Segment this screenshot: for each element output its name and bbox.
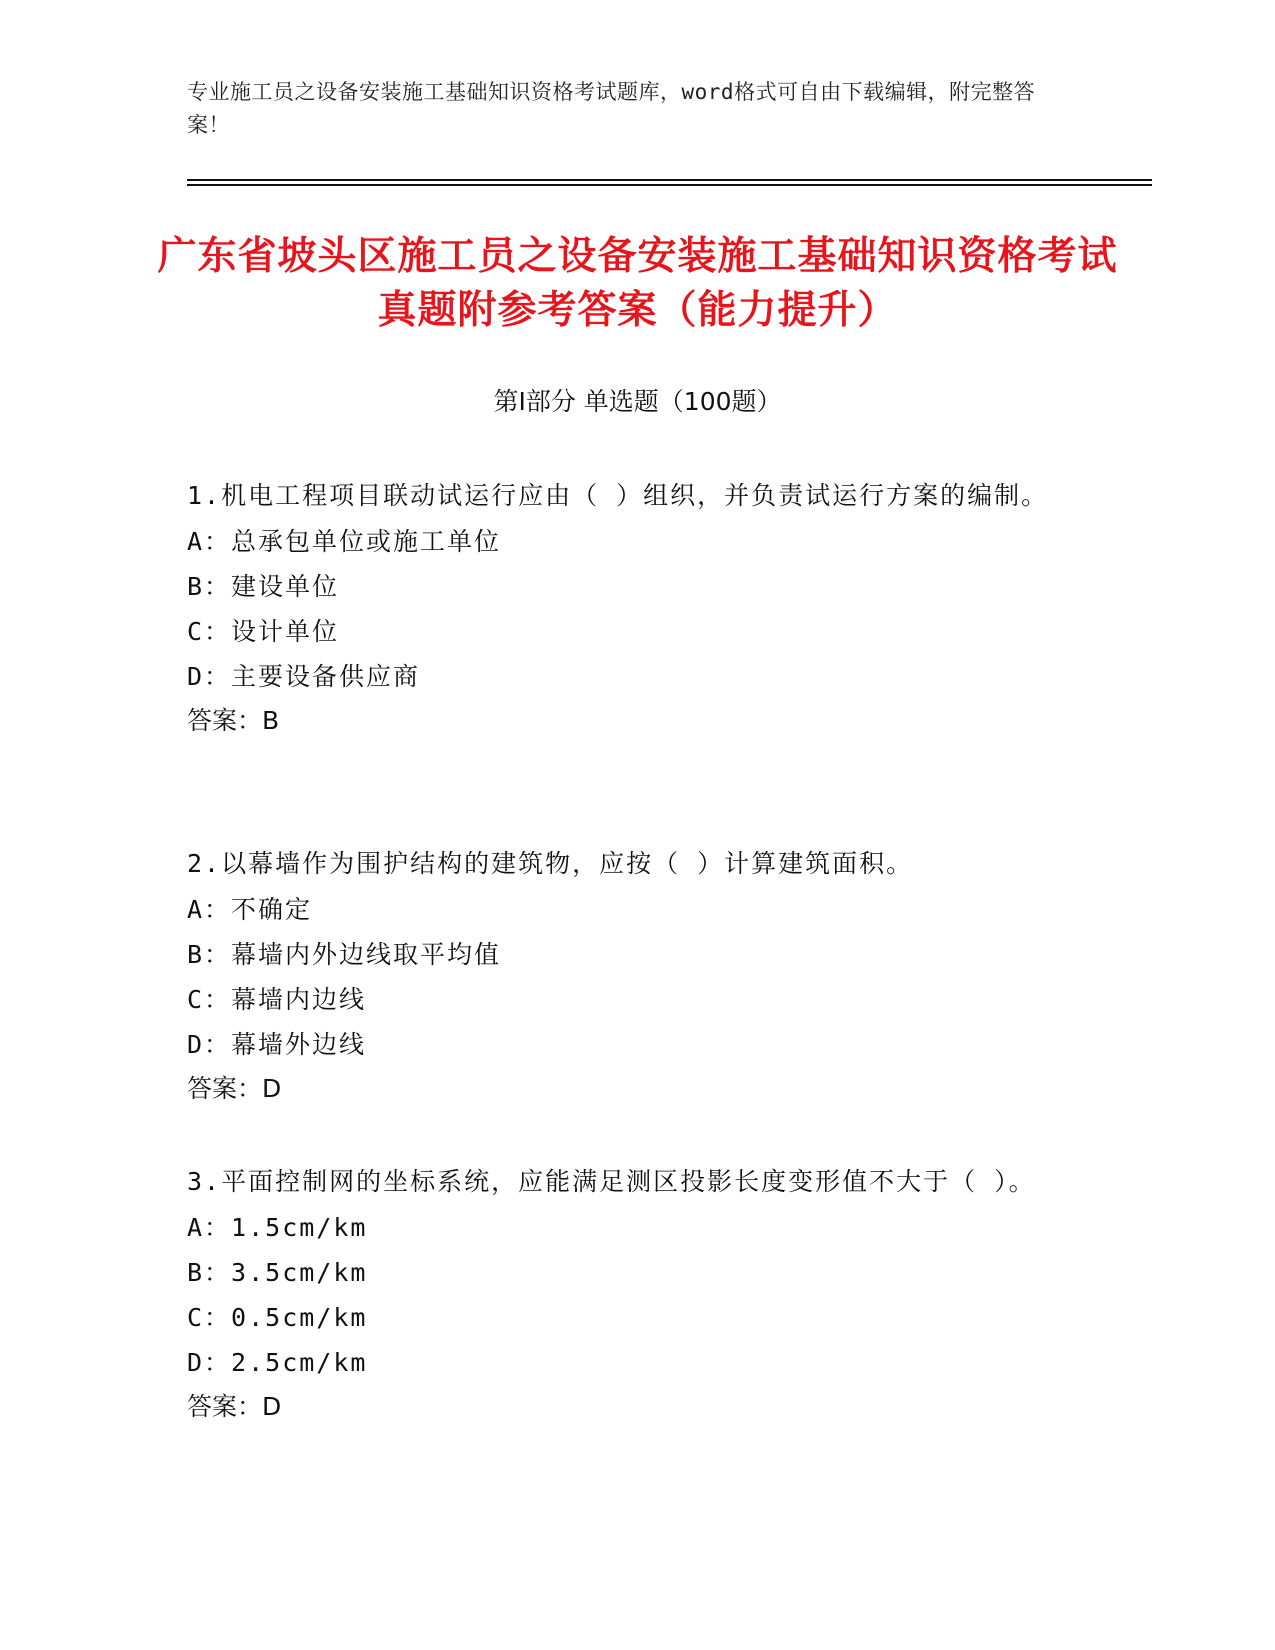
header-divider-bottom bbox=[187, 184, 1152, 186]
answer-line: 答案：D bbox=[187, 1392, 282, 1421]
question-1 bbox=[187, 472, 1087, 743]
option-b: B：建设单位 bbox=[187, 572, 340, 601]
question-stem: 3.平面控制网的坐标系统，应能满足测区投影长度变形值不大于（ ）。 bbox=[187, 1167, 1036, 1196]
question-stem: 1.机电工程项目联动试运行应由（ ）组织，并负责试运行方案的编制。 bbox=[187, 481, 1049, 510]
header-divider-top bbox=[187, 179, 1152, 181]
option-a: A：1.5cm/km bbox=[187, 1213, 368, 1242]
option-a: A：不确定 bbox=[187, 895, 313, 924]
option-c: C：幕墙内边线 bbox=[187, 985, 367, 1014]
question-stem: 2.以幕墙作为围护结构的建筑物，应按（ ）计算建筑面积。 bbox=[187, 849, 914, 878]
option-d: D：2.5cm/km bbox=[187, 1348, 368, 1377]
document-title: 广东省坡头区施工员之设备安装施工基础知识资格考试真题附参考答案（能力提升） bbox=[157, 234, 1118, 333]
answer-line: 答案：D bbox=[187, 1074, 282, 1103]
option-d: D：幕墙外边线 bbox=[187, 1030, 367, 1059]
option-c: C：0.5cm/km bbox=[187, 1303, 368, 1332]
option-c: C：设计单位 bbox=[187, 617, 340, 646]
answer-line: 答案：B bbox=[187, 706, 280, 735]
option-b: B：幕墙内外边线取平均值 bbox=[187, 940, 502, 969]
option-a: A：总承包单位或施工单位 bbox=[187, 527, 502, 556]
section-heading: 第I部分 单选题（100题） bbox=[493, 387, 782, 416]
option-b: B：3.5cm/km bbox=[187, 1258, 368, 1287]
question-3 bbox=[187, 1158, 1087, 1429]
option-d: D：主要设备供应商 bbox=[187, 662, 421, 691]
question-2 bbox=[187, 840, 1087, 1111]
header-note: 专业施工员之设备安装施工基础知识资格考试题库，word格式可自由下载编辑，附完整答案！ bbox=[187, 80, 1036, 137]
